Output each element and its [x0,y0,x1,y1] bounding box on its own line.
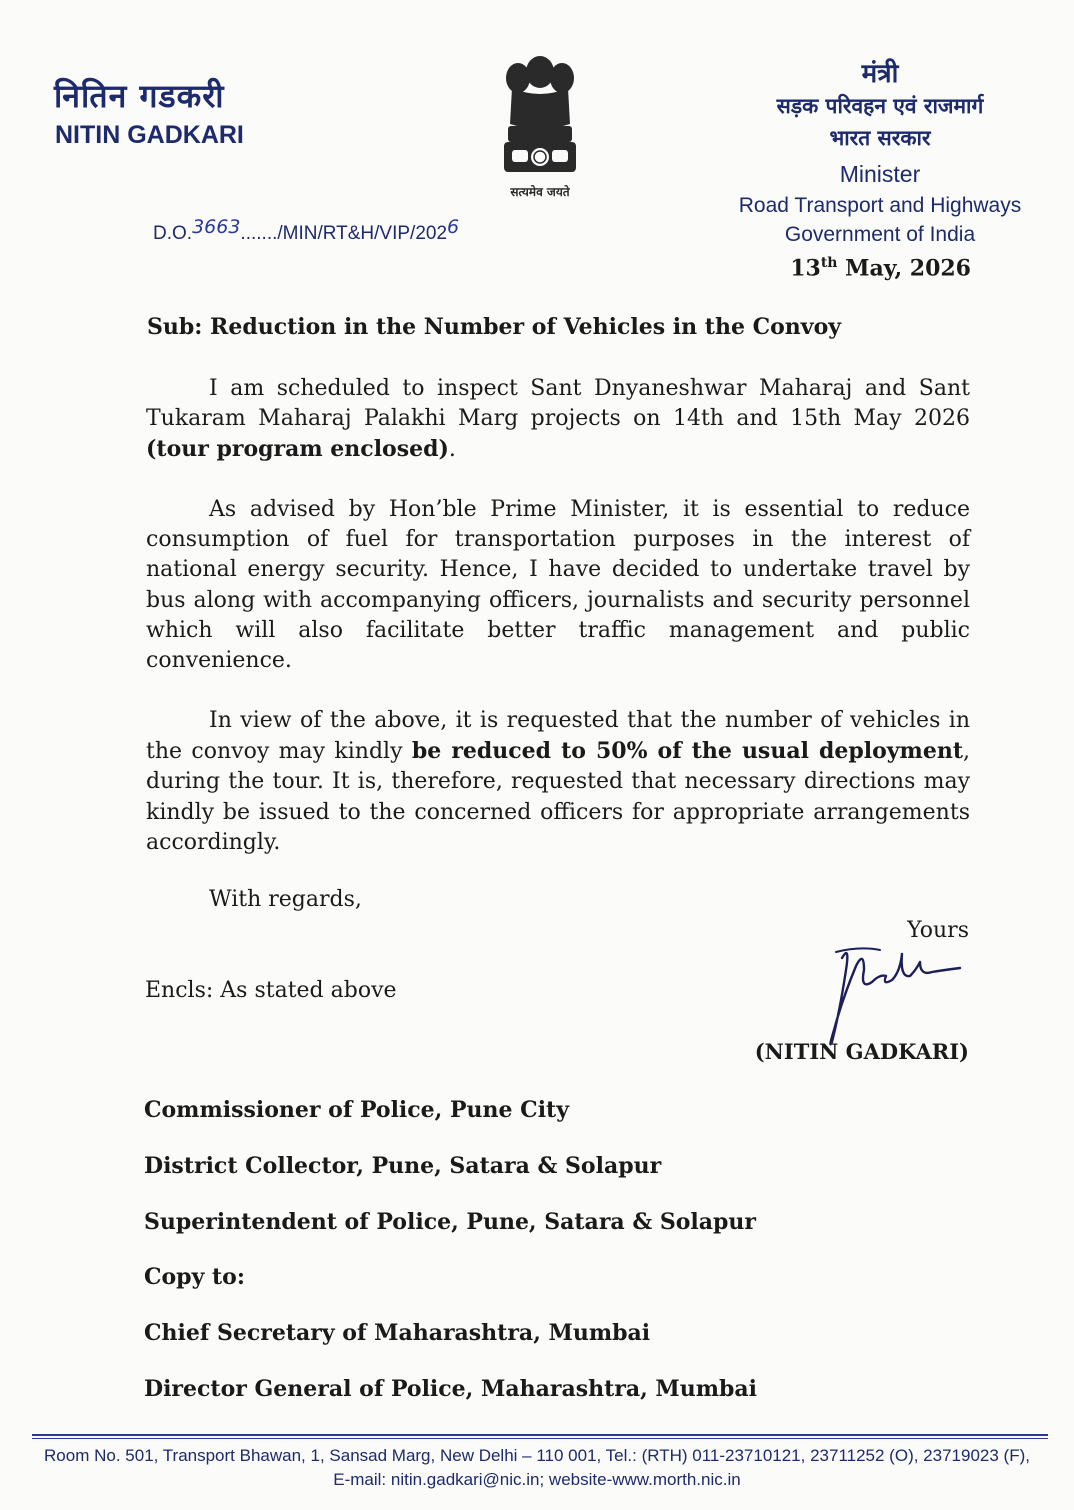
ref-dots: ....... [240,223,278,244]
copy-recipient-1: Chief Secretary of Maharashtra, Mumbai [144,1320,651,1346]
letter-date [790,255,971,281]
p3-text-b: , during the tour. It is, therefore, requested that necessary directions may kindly be issued to the concerned officers for appropriate arrangements accordingly. [146,739,970,855]
minister-title-english: Minister [839,161,921,187]
paragraph-3 [146,706,970,858]
p1-end: . [448,437,456,463]
p3-bold: be reduced to 50% of the usual deployment [411,738,963,765]
minister-name-hindi: नितिन गडकरी [54,77,225,115]
enclosures-note: Encls: As stated above [145,978,397,1003]
letter-subject: Sub: Reduction in the Number of Vehicles in the Convoy [147,314,842,340]
recipient-3: Superintendent of Police, Pune, Satara & Solapur [144,1209,756,1235]
minister-name-english: NITIN GADKARI [55,121,244,149]
footer-rule [32,1434,1048,1436]
paragraph-2 [146,495,970,676]
footer-rule-thin [32,1438,1048,1439]
handwritten-signature [820,930,970,1050]
ref-year-handwritten: 6 [447,216,460,238]
emblem-motto: सत्यमेव जयते [510,185,570,199]
recipient-2: District Collector, Pune, Satara & Solapur [144,1153,662,1179]
date-rest: May, 2026 [837,255,971,282]
closing-yours: Yours [907,918,969,943]
government-english: Government of India [784,223,976,246]
ministry-hindi: सड़क परिवहन एवं राजमार्ग [776,94,984,118]
p3-text-a: In view of the above, it is requested that the number of vehicles in the convoy may kindly [146,708,970,765]
recipient-1: Commissioner of Police, Pune City [144,1097,569,1123]
copy-recipient-2: Director General of Police, Maharashtra, Mumbai [144,1376,758,1402]
paragraph-1 [146,374,970,466]
government-hindi: भारत सरकार [829,126,931,150]
p1-bold: (tour program enclosed) [146,436,449,463]
ministry-english: Road Transport and Highways [738,194,1022,217]
copy-to-heading: Copy to: [144,1264,245,1290]
ref-number-handwritten: 3663 [192,216,241,238]
ref-suffix: /MIN/RT&H/VIP/202 [277,223,448,244]
date-suffix: th [820,255,838,271]
date-day: 13 [790,255,821,282]
p2-text: As advised by Hon’ble Prime Minister, it is essential to reduce consumption of fuel for transportation purposes in the interest of national energy security. Hence, I have decided to undertake travel by bus along with accompanying officers, journalists and security personnel which will also facilitate better traffic management and public convenience. [146,497,970,674]
do-reference [153,216,460,245]
ref-prefix: D.O. [153,223,193,244]
minister-title-hindi: मंत्री [861,59,899,89]
footer-address: Room No. 501, Transport Bhawan, 1, Sansad Marg, New Delhi – 110 001, Tel.: (RTH) 011-23710121, 23711252 (O), 23719023 (F), [44,1446,1030,1465]
signatory-name: (NITIN GADKARI) [754,1039,969,1064]
closing-regards: With regards, [209,887,362,912]
p1-text: I am scheduled to inspect Sant Dnyaneshwar Maharaj and Sant Tukaram Maharaj Palakhi Marg projects on 14th and 15th May 2026 [146,376,970,432]
footer-contact: E-mail: nitin.gadkari@nic.in; website-www.morth.nic.in [333,1470,741,1489]
national-emblem-icon [490,44,590,204]
